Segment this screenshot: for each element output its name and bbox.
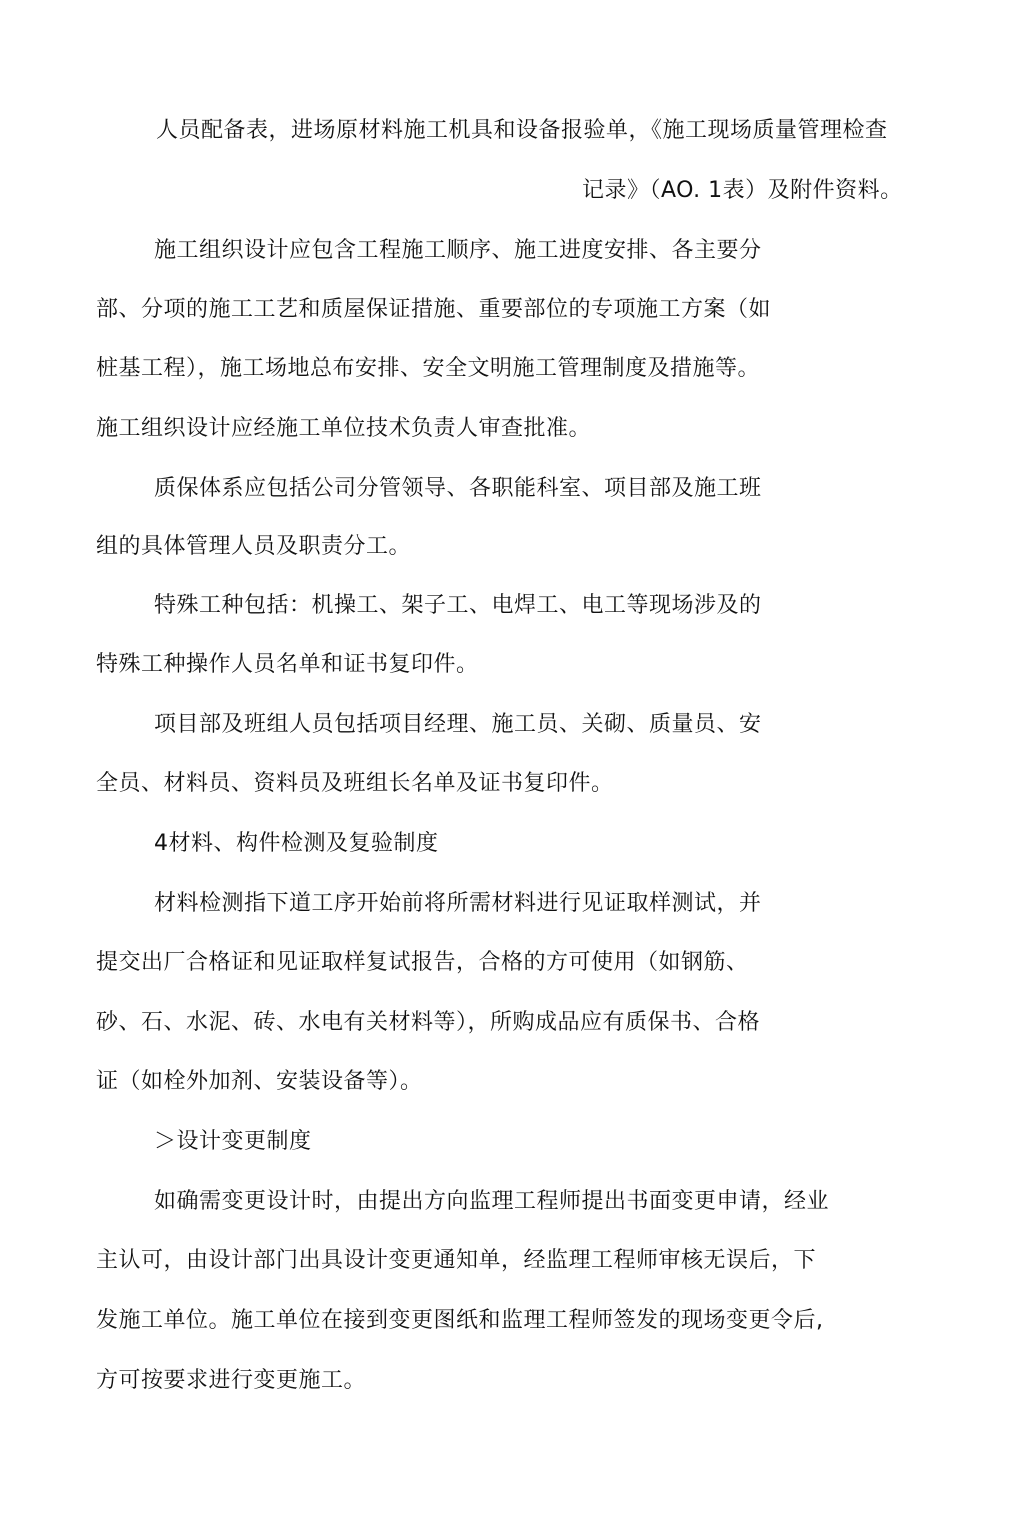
text-line: 施工组织设计应经施工单位技术负责人审查批准。 bbox=[96, 416, 592, 441]
text-line: 砂、石、水泥、砖、水电有关材料等），所购成品应有质保书、合格 bbox=[96, 1010, 761, 1035]
text-line: 部、分项的施工工艺和质屋保证措施、重要部位的专项施工方案（如 bbox=[96, 297, 772, 322]
text-line: 如确需变更设计时，由提出方向监理工程师提出书面变更申请，经业 bbox=[154, 1189, 830, 1214]
text-line: 证（如栓外加剂、安装设备等）。 bbox=[96, 1069, 423, 1094]
text-line: 人员配备表，进场原材料施工机具和设备报验单，《施工现场质量管理检查 bbox=[156, 118, 888, 143]
text-line: 特殊工种包括：机操工、架子工、电焊工、电工等现场涉及的 bbox=[154, 593, 762, 618]
text-line: 全员、材料员、资料员及班组长名单及证书复印件。 bbox=[96, 771, 614, 796]
text-line: 发施工单位。施工单位在接到变更图纸和监理工程师签发的现场变更令后, bbox=[96, 1308, 824, 1333]
text-line: 质保体系应包括公司分管领导、各职能科室、项目部及施工班 bbox=[154, 476, 762, 501]
text-line: 材料检测指下道工序开始前将所需材料进行见证取样测试，并 bbox=[154, 891, 762, 916]
text-line: 项目部及班组人员包括项目经理、施工员、关砌、质量员、安 bbox=[154, 712, 762, 737]
text-line: 记录》（AO. 1表）及附件资料。 bbox=[582, 178, 903, 203]
section-heading: 4材料、构件检测及复验制度 bbox=[154, 831, 439, 856]
text-line: 施工组织设计应包含工程施工顺序、施工进度安排、各主要分 bbox=[154, 238, 762, 263]
section-heading: ＞设计变更制度 bbox=[154, 1129, 312, 1154]
text-line: 桩基工程），施工场地总布安排、安全文明施工管理制度及措施等。 bbox=[96, 356, 761, 381]
text-line: 提交出厂合格证和见证取样复试报告，合格的方可使用（如钢筋、 bbox=[96, 950, 749, 975]
text-line: 方可按要求进行变更施工。 bbox=[96, 1368, 367, 1393]
text-line: 特殊工种操作人员名单和证书复印件。 bbox=[96, 652, 479, 677]
text-line: 组的具体管理人员及职责分工。 bbox=[96, 534, 412, 559]
text-line: 主认可，由设计部门出具设计变更通知单，经监理工程师审核无误后，下 bbox=[96, 1248, 817, 1273]
